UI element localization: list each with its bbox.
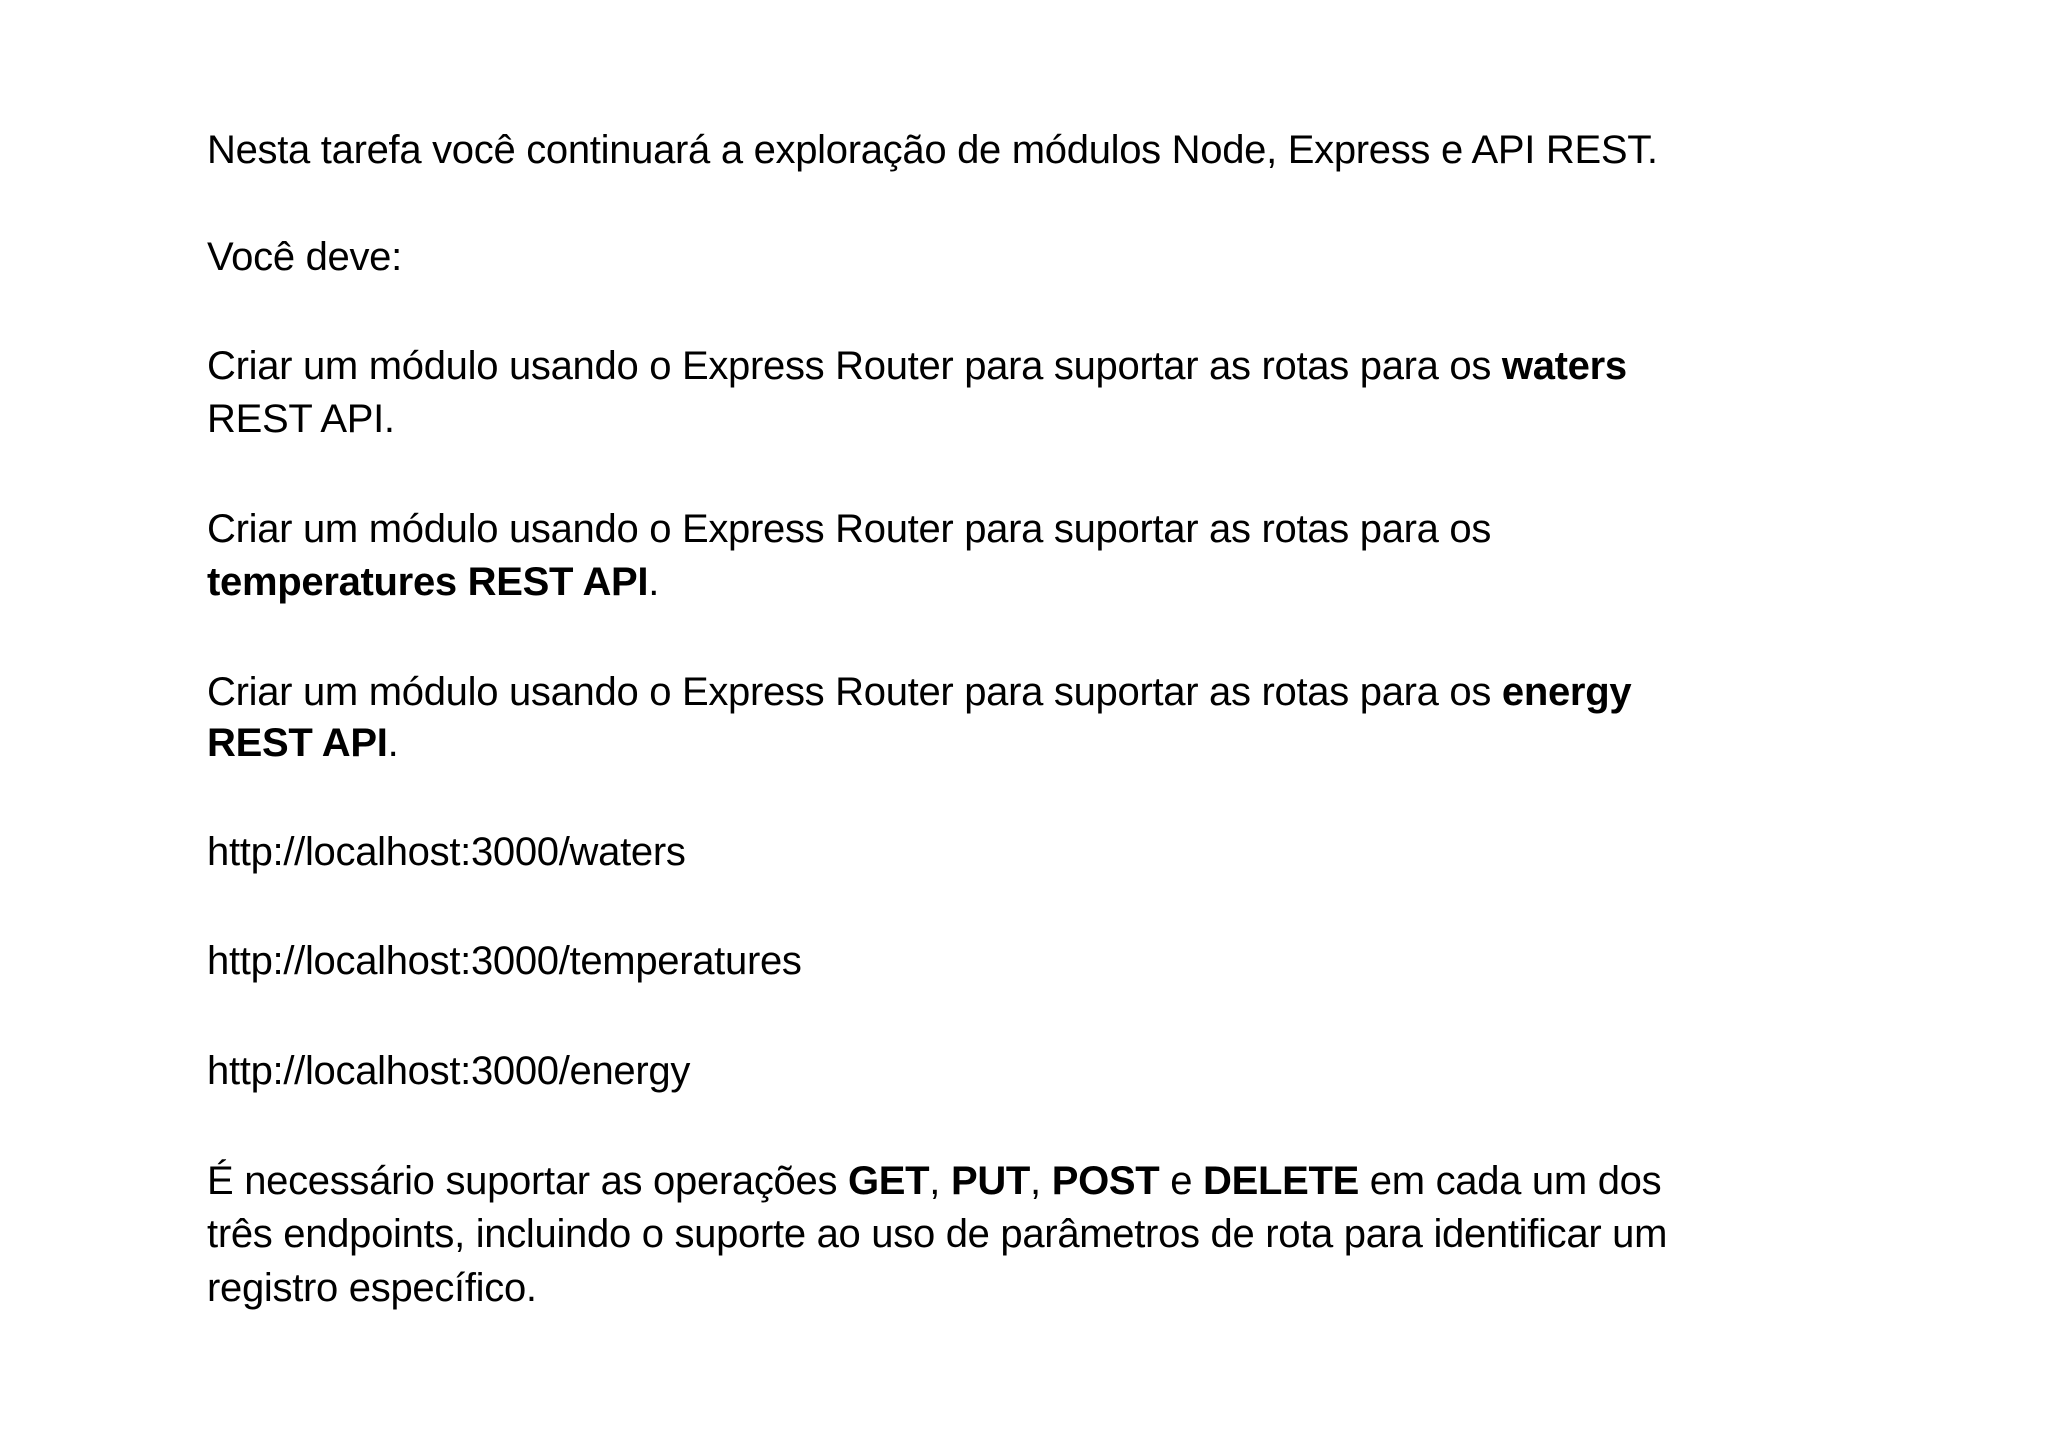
- task-energy-line2: REST API.: [207, 721, 399, 765]
- endpoint-temperatures: http://localhost:3000/temperatures: [207, 939, 802, 983]
- resource-temperatures: temperatures REST API: [207, 560, 649, 604]
- requirement-line1: É necessário suportar as operações GET, PUT, POST e DELETE em cada um dos: [207, 1159, 1662, 1203]
- task-waters-line2: REST API.: [207, 397, 395, 441]
- requirement-line3: registro específico.: [207, 1266, 537, 1310]
- requirement-line2: três endpoints, incluindo o suporte ao uso de parâmetros de rota para identificar um: [207, 1212, 1668, 1256]
- task-temperatures-line1: Criar um módulo usando o Express Router para suportar as rotas para os: [207, 507, 1492, 551]
- resource-waters: waters: [1501, 344, 1627, 388]
- op-delete: DELETE: [1202, 1159, 1359, 1203]
- must-label: Você deve:: [207, 235, 402, 279]
- task-temperatures-line2: temperatures REST API.: [207, 560, 660, 604]
- task-waters-line1: Criar um módulo usando o Express Router para suportar as rotas para os waters: [207, 344, 1627, 388]
- op-post: POST: [1051, 1159, 1160, 1203]
- op-put: PUT: [950, 1159, 1031, 1203]
- resource-energy: energy: [1501, 670, 1632, 714]
- endpoint-waters: http://localhost:3000/waters: [207, 830, 686, 874]
- intro-text: Nesta tarefa você continuará a exploração de módulos Node, Express e API REST.: [207, 128, 1658, 172]
- task-energy-line1: Criar um módulo usando o Express Router para suportar as rotas para os energy: [207, 670, 1632, 714]
- op-get: GET: [847, 1159, 930, 1203]
- endpoint-energy: http://localhost:3000/energy: [207, 1049, 691, 1093]
